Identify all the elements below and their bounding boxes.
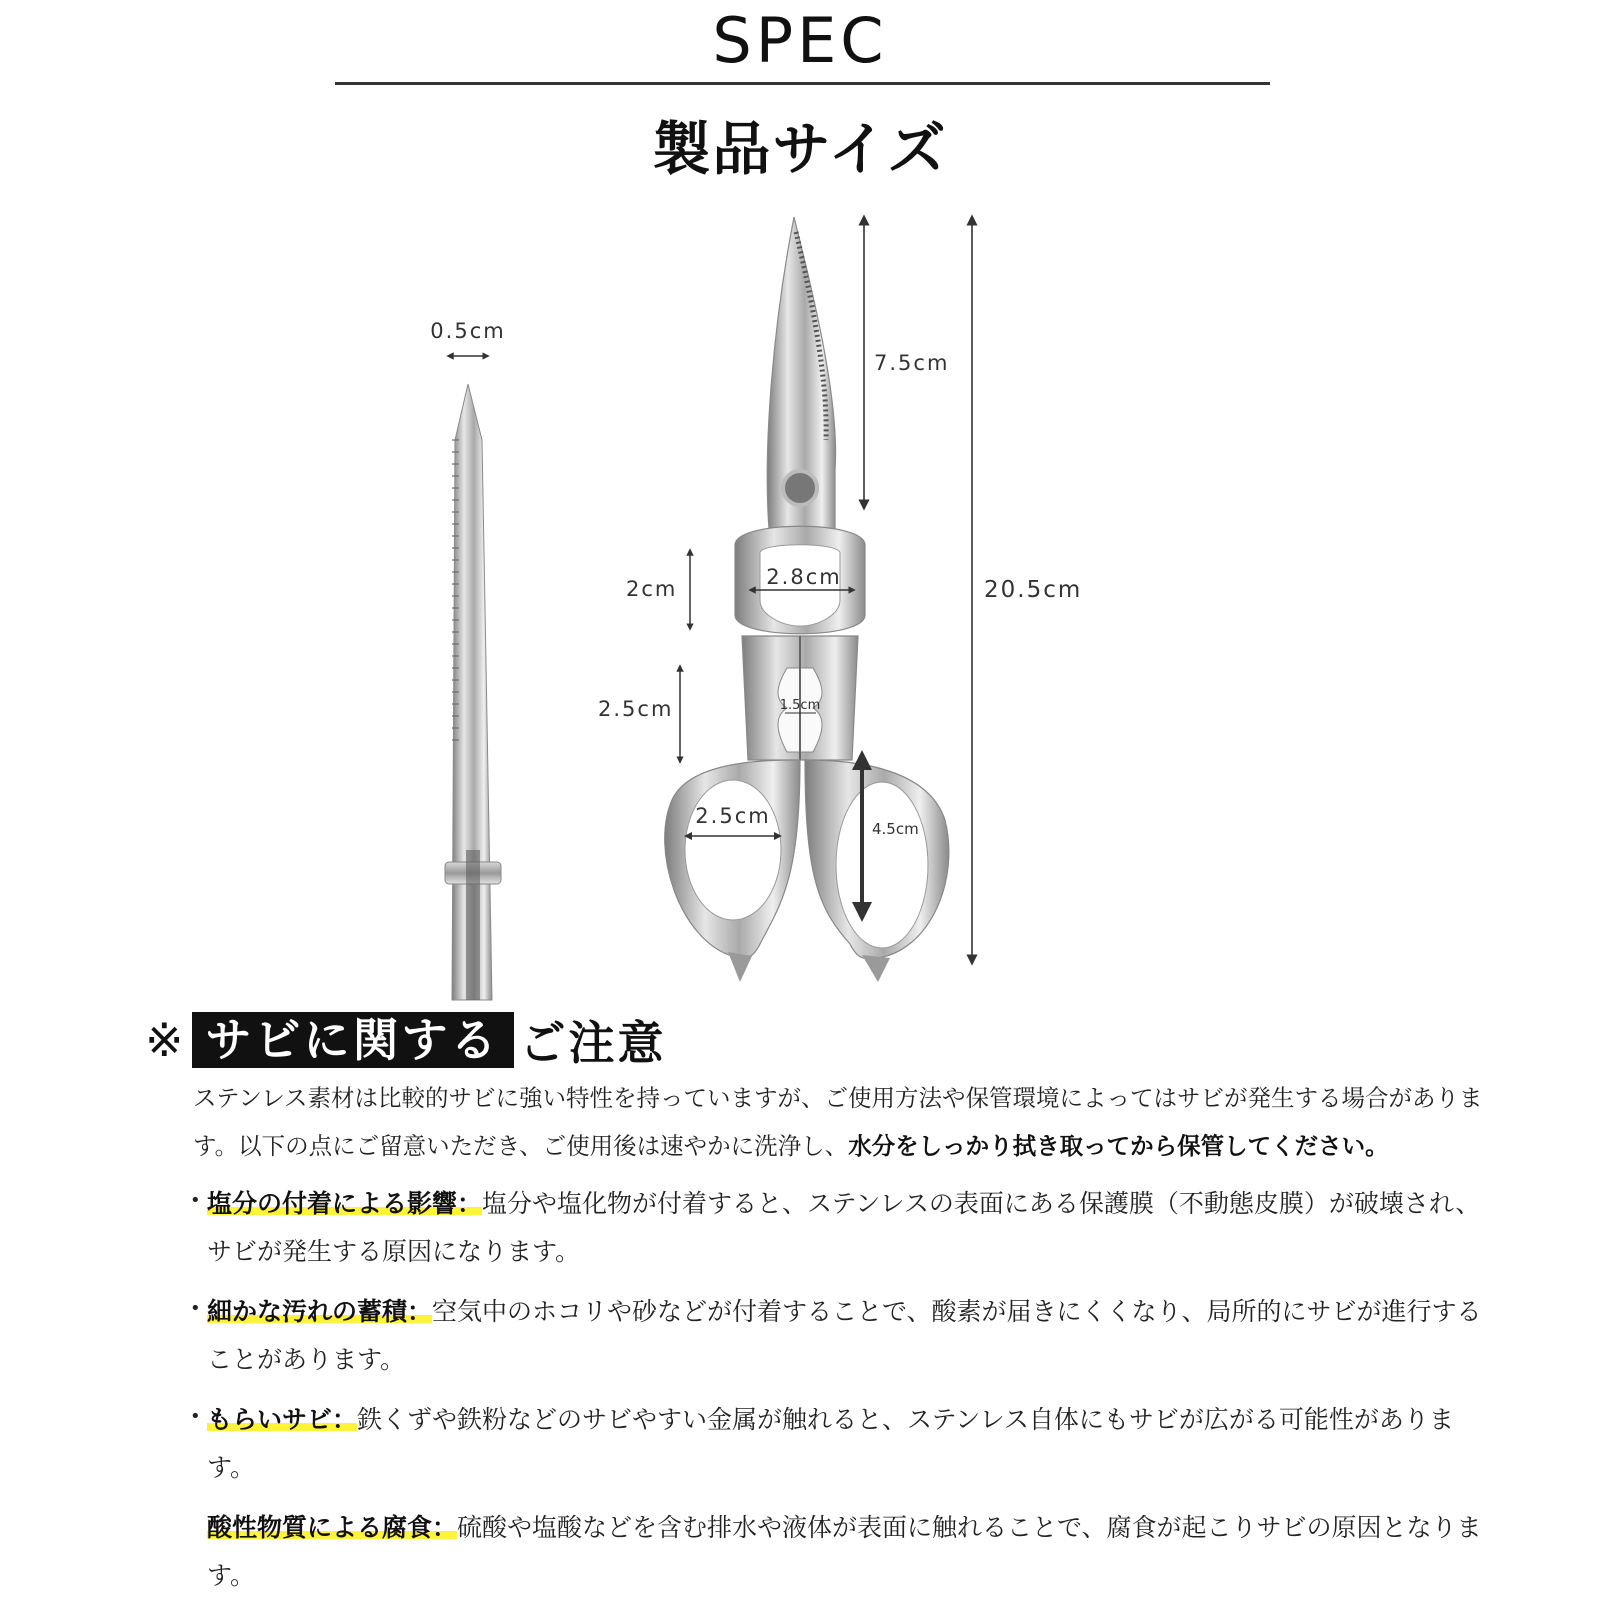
side-view-scissors [445,384,501,1000]
left-loop-width-label: 2.5cm [695,804,771,828]
bullet-text: 空気中のホコリや砂などが付着することで、酸素が届きにくくなり、局所的にサビが進行することがあります。 [207,1297,1482,1374]
bullet-label: もらいサビ： [207,1405,358,1434]
bullet-dot: • [190,1406,201,1427]
bullet-label: 酸性物質による腐食： [207,1513,458,1542]
scissors-dimension-diagram [0,180,1600,1010]
bullet-dot: • [190,1190,201,1211]
bullet-item [190,1504,1490,1600]
opener-height-label: 2cm [626,577,678,601]
notice-heading-text: ご注意 [519,1016,667,1070]
bullet-item [190,1396,1490,1492]
opener-width-label: 2.8cm [766,565,842,589]
thickness-label: 0.5cm [430,319,506,343]
title-divider [335,82,1270,85]
product-size-heading: 製品サイズ [652,115,948,183]
total-length-label: 20.5cm [984,577,1083,603]
bullet-text: 塩分や塩化物が付着すると、ステンレスの表面にある保護膜（不動態皮膜）が破壊され、サビが発生する原因になります。 [207,1189,1481,1266]
rust-notice-heading [145,1012,667,1068]
bullet-text: 硫酸や塩酸などを含む排水や液体が表面に触れることで、腐食が起こりサビの原因となります。 [207,1513,1482,1590]
reference-mark: ※ [145,1013,184,1067]
bullet-label: 細かな汚れの蓄積： [207,1297,433,1326]
bullet-dot: • [190,1298,201,1319]
bullet-text: 鉄くずや鉄粉などのサビやすい金属が触れると、ステンレス自体にもサビが広がる可能性があります。 [207,1405,1454,1482]
front-view-scissors [665,217,949,982]
bullet-item [190,1288,1490,1384]
cracker-height-label: 2.5cm [598,697,674,721]
bullet-label: 塩分の付着による影響： [207,1189,483,1218]
intro-emphasis: 水分をしっかり拭き取ってから保管してください。 [848,1132,1389,1160]
right-loop-height-label: 4.5cm [872,820,919,838]
spec-title: SPEC [712,4,888,77]
cracker-width-label: 1.5cm [779,698,821,713]
blade-length-label: 7.5cm [874,351,950,375]
intro-text: ステンレス素材は比較的サビに強い特性を持っていますが、ご使用方法や保管環境によってはサビが発生する場合があります。以下の点にご留意いただき、ご使用後は速やかに洗浄し、 [193,1084,1483,1160]
intro-paragraph [193,1074,1523,1170]
notice-highlight-box: サビに関する [192,1012,514,1068]
bullet-item [190,1180,1490,1276]
